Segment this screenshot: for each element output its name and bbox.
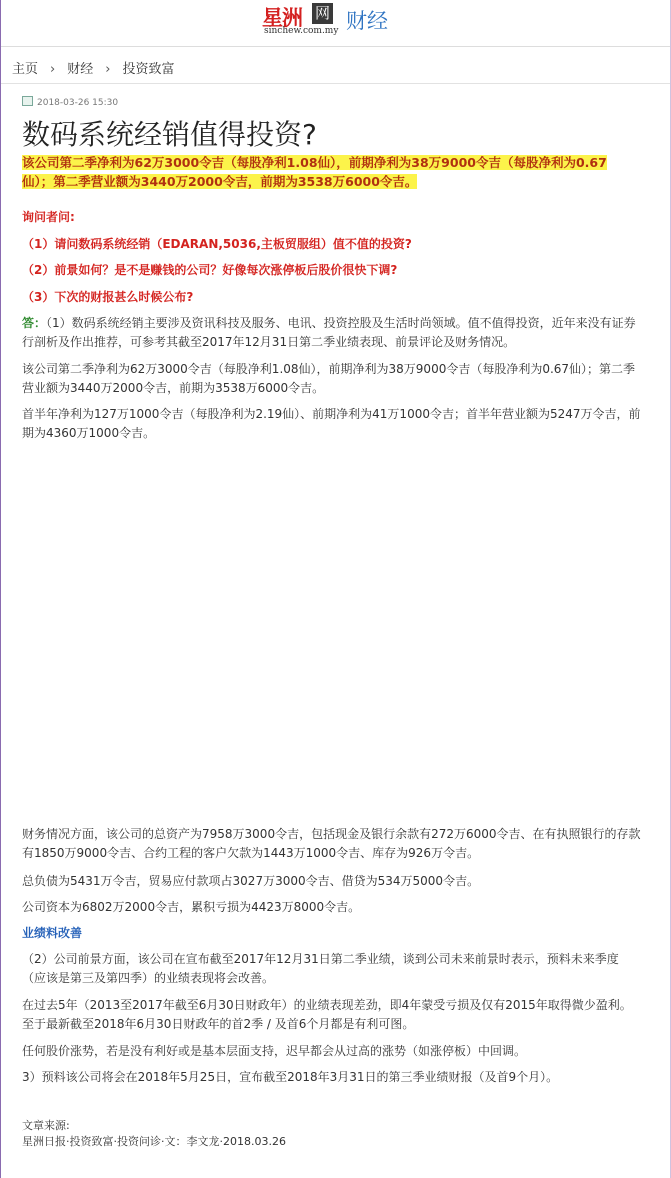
breadcrumb [12,58,174,77]
answer-paragraph-1 [22,314,642,352]
source-text: 星洲日报·投资致富·投资问诊·文：李文龙·2018.03.26 [22,1135,286,1148]
highlight-line-2: 仙）；第二季营业额为3440万2000令吉，前期为3538万6000令吉。 [22,174,418,189]
publish-date-text: 2018-03-26 15:30 [37,98,119,108]
breadcrumb-divider [1,83,670,84]
article-source [22,1118,286,1150]
paragraph-3 [22,405,642,443]
question-1 [22,235,642,254]
question-text: （2）前景如何？是不是赚钱的公司？好像每次涨停板后股价很快下调? [22,263,398,277]
paragraph-text: 首半年净利为127万1000令吉（每股净利为2.19仙）、前期净利为41万1000令吉；首半年营业额为5247万令吉，前期为4360万1000令吉。 [22,407,641,440]
subheading [22,924,642,943]
paragraph-2 [22,360,642,398]
paragraph-text: （2）公司前景方面，该公司在宣布截至2017年12月31日第二季业绩，谈到公司未来前景时表示，预料未来季度（应该是第三及第四季）的业绩表现将会改善。 [22,952,619,985]
page-title: 数码系统经销值得投资? [22,118,317,151]
header-divider [1,46,670,47]
article-highlight [22,153,632,191]
answer-text: （1）数码系统经销主要涉及资讯科技及服务、电讯、投资控股及生活时尚领域。值不值得投资，近年来没有证券行剖析及作出推荐，可参考其截至2017年12月31日第二季业绩表现、前景评论及财务情况。 [22,316,636,349]
paragraph-7 [22,950,642,988]
question-text: （3）下次的财报甚么时候公布? [22,290,194,304]
paragraph-text: 3）预料该公司将会在2018年5月25日，宣布截至2018年3月31日的第三季业绩财报（及首9个月）。 [22,1070,559,1084]
logo-mark: 网 [312,3,333,24]
site-logo[interactable] [262,2,422,40]
paragraph-text: 在过去5年（2013至2017年截至6月30日财政年）的业绩表现差劲，即4年蒙受亏损及仅有2015年取得微少盈利。至于最新截至2018年6月30日财政年的首2季 / 及首6个月都是有利可图。 [22,998,632,1031]
chevron-right-icon: › [50,62,56,77]
source-label: 文章来源: [22,1119,70,1132]
breadcrumb-finance[interactable]: 财经 [67,62,94,77]
page-left-border [0,0,1,1178]
paragraph-text: 财务情况方面，该公司的总资产为7958万3000令吉，包括现金及银行余款有272万6000令吉、在有执照银行的存款有1850万9000令吉、合约工程的客户欠款为1443万1000令吉、库存为926万令吉。 [22,827,641,860]
logo-text: 星洲 [262,5,302,30]
asker-label-text: 询问者问: [22,210,75,224]
answer-label: 答： [22,316,47,330]
paragraph-text: 总负债为5431万令吉，贸易应付款项占3027万3000令吉、借贷为534万5000令吉。 [22,874,480,888]
section-name[interactable]: 财经 [346,9,388,33]
paragraph-6 [22,898,642,917]
paragraph-text: 公司资本为6802万2000令吉，累积亏损为4423万8000令吉。 [22,900,361,914]
masthead [0,0,671,42]
paragraph-text: 该公司第二季净利为62万3000令吉（每股净利1.08仙），前期净利为38万9000令吉（每股净利为0.67仙）；第二季营业额为3440万2000令吉，前期为3538万6000令吉。 [22,362,636,395]
question-3 [22,288,642,307]
paragraph-4 [22,825,642,863]
chevron-right-icon: › [105,62,111,77]
paragraph-8 [22,996,642,1034]
question-2 [22,261,642,280]
paragraph-5 [22,872,642,891]
subheading-text: 业绩料改善 [22,926,83,940]
publish-date [22,96,118,108]
paragraph-text: 任何股价涨势，若是没有利好或是基本层面支持，迟早都会从过高的涨势（如涨停板）中回调。 [22,1044,527,1058]
breadcrumb-home[interactable]: 主页 [12,62,39,77]
asker-label [22,208,642,227]
highlight-line-1: 该公司第二季净利为62万3000令吉（每股净利1.08仙），前期净利为38万9000令吉（每股净利为0.67 [22,155,607,170]
paragraph-10 [22,1068,642,1087]
question-text: （1）请问数码系统经销（EDARAN,5036,主板贸服组）值不值的投资? [22,237,412,251]
breadcrumb-investment[interactable]: 投资致富 [122,62,175,77]
logo-domain: sinchew.com.my [264,26,339,36]
paragraph-9 [22,1042,642,1061]
calendar-icon [22,96,33,106]
